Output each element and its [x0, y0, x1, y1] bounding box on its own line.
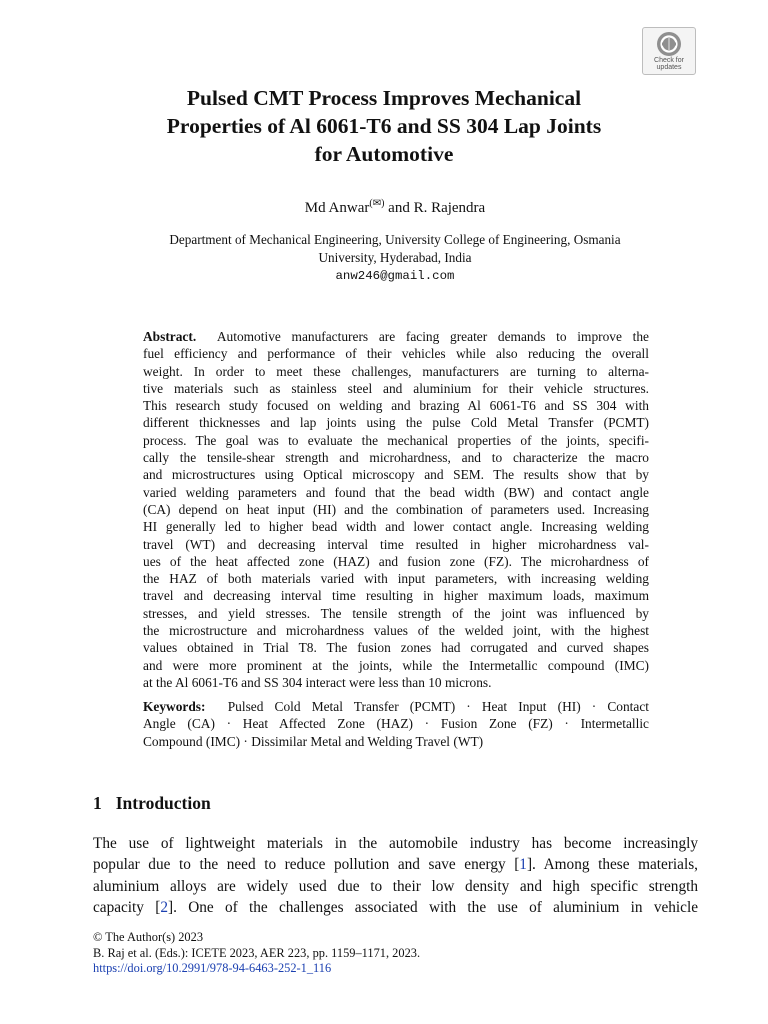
abstract-line-text: Automotive manufacturers are facing greater demands to improve the: [216, 329, 649, 344]
intro-text: ]. One of the challenges associated with the use of aluminium in vehicle: [168, 899, 698, 917]
intro-line: [93, 854, 698, 875]
abstract-line: fuel efficiency and performance of their vehicles while also reducing the overall: [143, 346, 649, 362]
citation-info: B. Raj et al. (Eds.): ICETE 2023, AER 223, pp. 1159–1171, 2023.: [93, 945, 421, 960]
abstract-line: and microstructures using Optical microscopy and SEM. The results show that by: [143, 467, 649, 483]
abstract-line: tive materials such as stainless steel and aluminium for their vehicle structures.: [143, 380, 649, 396]
page-footer: [93, 930, 420, 977]
badge-label: [643, 57, 695, 71]
keywords-line-text: Pulsed Cold Metal Transfer (PCMT) · Heat Input (HI) · Contact: [227, 699, 649, 714]
abstract-line: HI generally led to higher bead width and lower contact angle. Increasing welding: [143, 519, 649, 535]
intro-text: popular due to the need to reduce pollution and save energy [: [93, 856, 520, 874]
author-email[interactable]: anw246@gmail.com: [335, 269, 455, 283]
abstract-line: travel (WT) and decreasing interval time resulted in higher microhardness val-: [143, 536, 649, 552]
abstract-line: and were more prominent at the joints, while the Intermetallic compound (IMC): [143, 657, 649, 673]
title-line-3: for Automotive: [314, 142, 454, 166]
section-heading-introduction: [93, 793, 211, 814]
section-title: Introduction: [115, 793, 211, 813]
author-list: [0, 198, 768, 217]
abstract-line: the HAZ of both materials varied with input parameters, with increasing welding: [143, 571, 649, 587]
affiliation: [100, 231, 690, 285]
intro-text: capacity [: [93, 899, 161, 917]
abstract-line: process. The goal was to evaluate the mechanical properties of the joints, specifi-: [143, 432, 649, 448]
abstract-line: the microstructure and microhardness values of the welded joint, with the highest: [143, 623, 649, 639]
abstract-line: different thicknesses and lap joints using the pulse Cold Metal Transfer (PCMT): [143, 415, 649, 431]
author-name-1: Md Anwar: [304, 200, 370, 216]
title-line-2: Properties of Al 6061-T6 and SS 304 Lap Joints: [166, 114, 602, 138]
abstract-line: cally the tensile-shear strength and microhardness, and to characterize the macro: [143, 450, 649, 466]
abstract-line: values obtained in Trial T8. The fusion zones had corrugated and curved shapes: [143, 640, 649, 656]
abstract-label: Abstract.: [143, 329, 197, 344]
intro-line: aluminium alloys are widely used due to their low density and high specific strength: [93, 877, 698, 895]
badge-line-1: Check for: [654, 57, 684, 64]
intro-text: ]. Among these materials,: [526, 856, 698, 874]
abstract-line: stresses, and yield stresses. The tensile strength of the joint was influenced by: [143, 605, 649, 621]
abstract-line: weight. In order to meet these challenges, manufacturers are turning to alterna-: [143, 363, 649, 379]
doi-link[interactable]: https://doi.org/10.2991/978-94-6463-252-1_116: [93, 961, 332, 975]
title-line-1: Pulsed CMT Process Improves Mechanical: [186, 86, 582, 110]
abstract-line: [143, 328, 649, 345]
introduction-paragraph: [93, 833, 698, 919]
corresponding-author-mail-icon[interactable]: (✉): [369, 198, 385, 209]
author-name-rest: and R. Rajendra: [384, 200, 486, 216]
abstract: [143, 328, 649, 691]
abstract-line: travel and decreasing interval time resulting in higher maximum loads, maximum: [143, 588, 649, 604]
keywords-label: Keywords:: [143, 699, 206, 714]
keywords-line: Compound (IMC) · Dissimilar Metal and Welding Travel (WT): [143, 733, 484, 749]
keywords: [143, 698, 649, 750]
keywords-line: [143, 698, 649, 715]
section-number: 1: [93, 793, 102, 813]
abstract-line: This research study focused on welding and brazing Al 6061-T6 and SS 304 with: [143, 398, 649, 414]
check-for-updates-badge[interactable]: [642, 27, 696, 75]
abstract-line: varied welding parameters and found that the bead width (BW) and contact angle: [143, 484, 649, 500]
copyright-notice: © The Author(s) 2023: [93, 930, 204, 944]
keywords-line: Angle (CA) · Heat Affected Zone (HAZ) · Fusion Zone (FZ) · Intermetallic: [143, 716, 649, 732]
check-for-updates-icon: [656, 31, 682, 57]
affiliation-line-2: University, Hyderabad, India: [318, 250, 472, 265]
abstract-line: ues of the heat affected zone (HAZ) and fusion zone (FZ). The microhardness of: [143, 553, 649, 569]
badge-line-2: updates: [656, 64, 682, 71]
citation-link-2[interactable]: 2: [160, 899, 168, 917]
citation-link-1[interactable]: 1: [519, 856, 527, 874]
intro-line: The use of lightweight materials in the automobile industry has become increasingly: [93, 835, 698, 852]
abstract-line: (CA) depend on heat input (HI) and the combination of parameters used. Increasing: [143, 501, 649, 517]
intro-line: [93, 897, 698, 918]
affiliation-line-1: Department of Mechanical Engineering, University College of Engineering, Osmania: [169, 232, 621, 247]
paper-title: [100, 84, 668, 168]
abstract-line: at the Al 6061-T6 and SS 304 interact were less than 10 microns.: [143, 674, 492, 690]
